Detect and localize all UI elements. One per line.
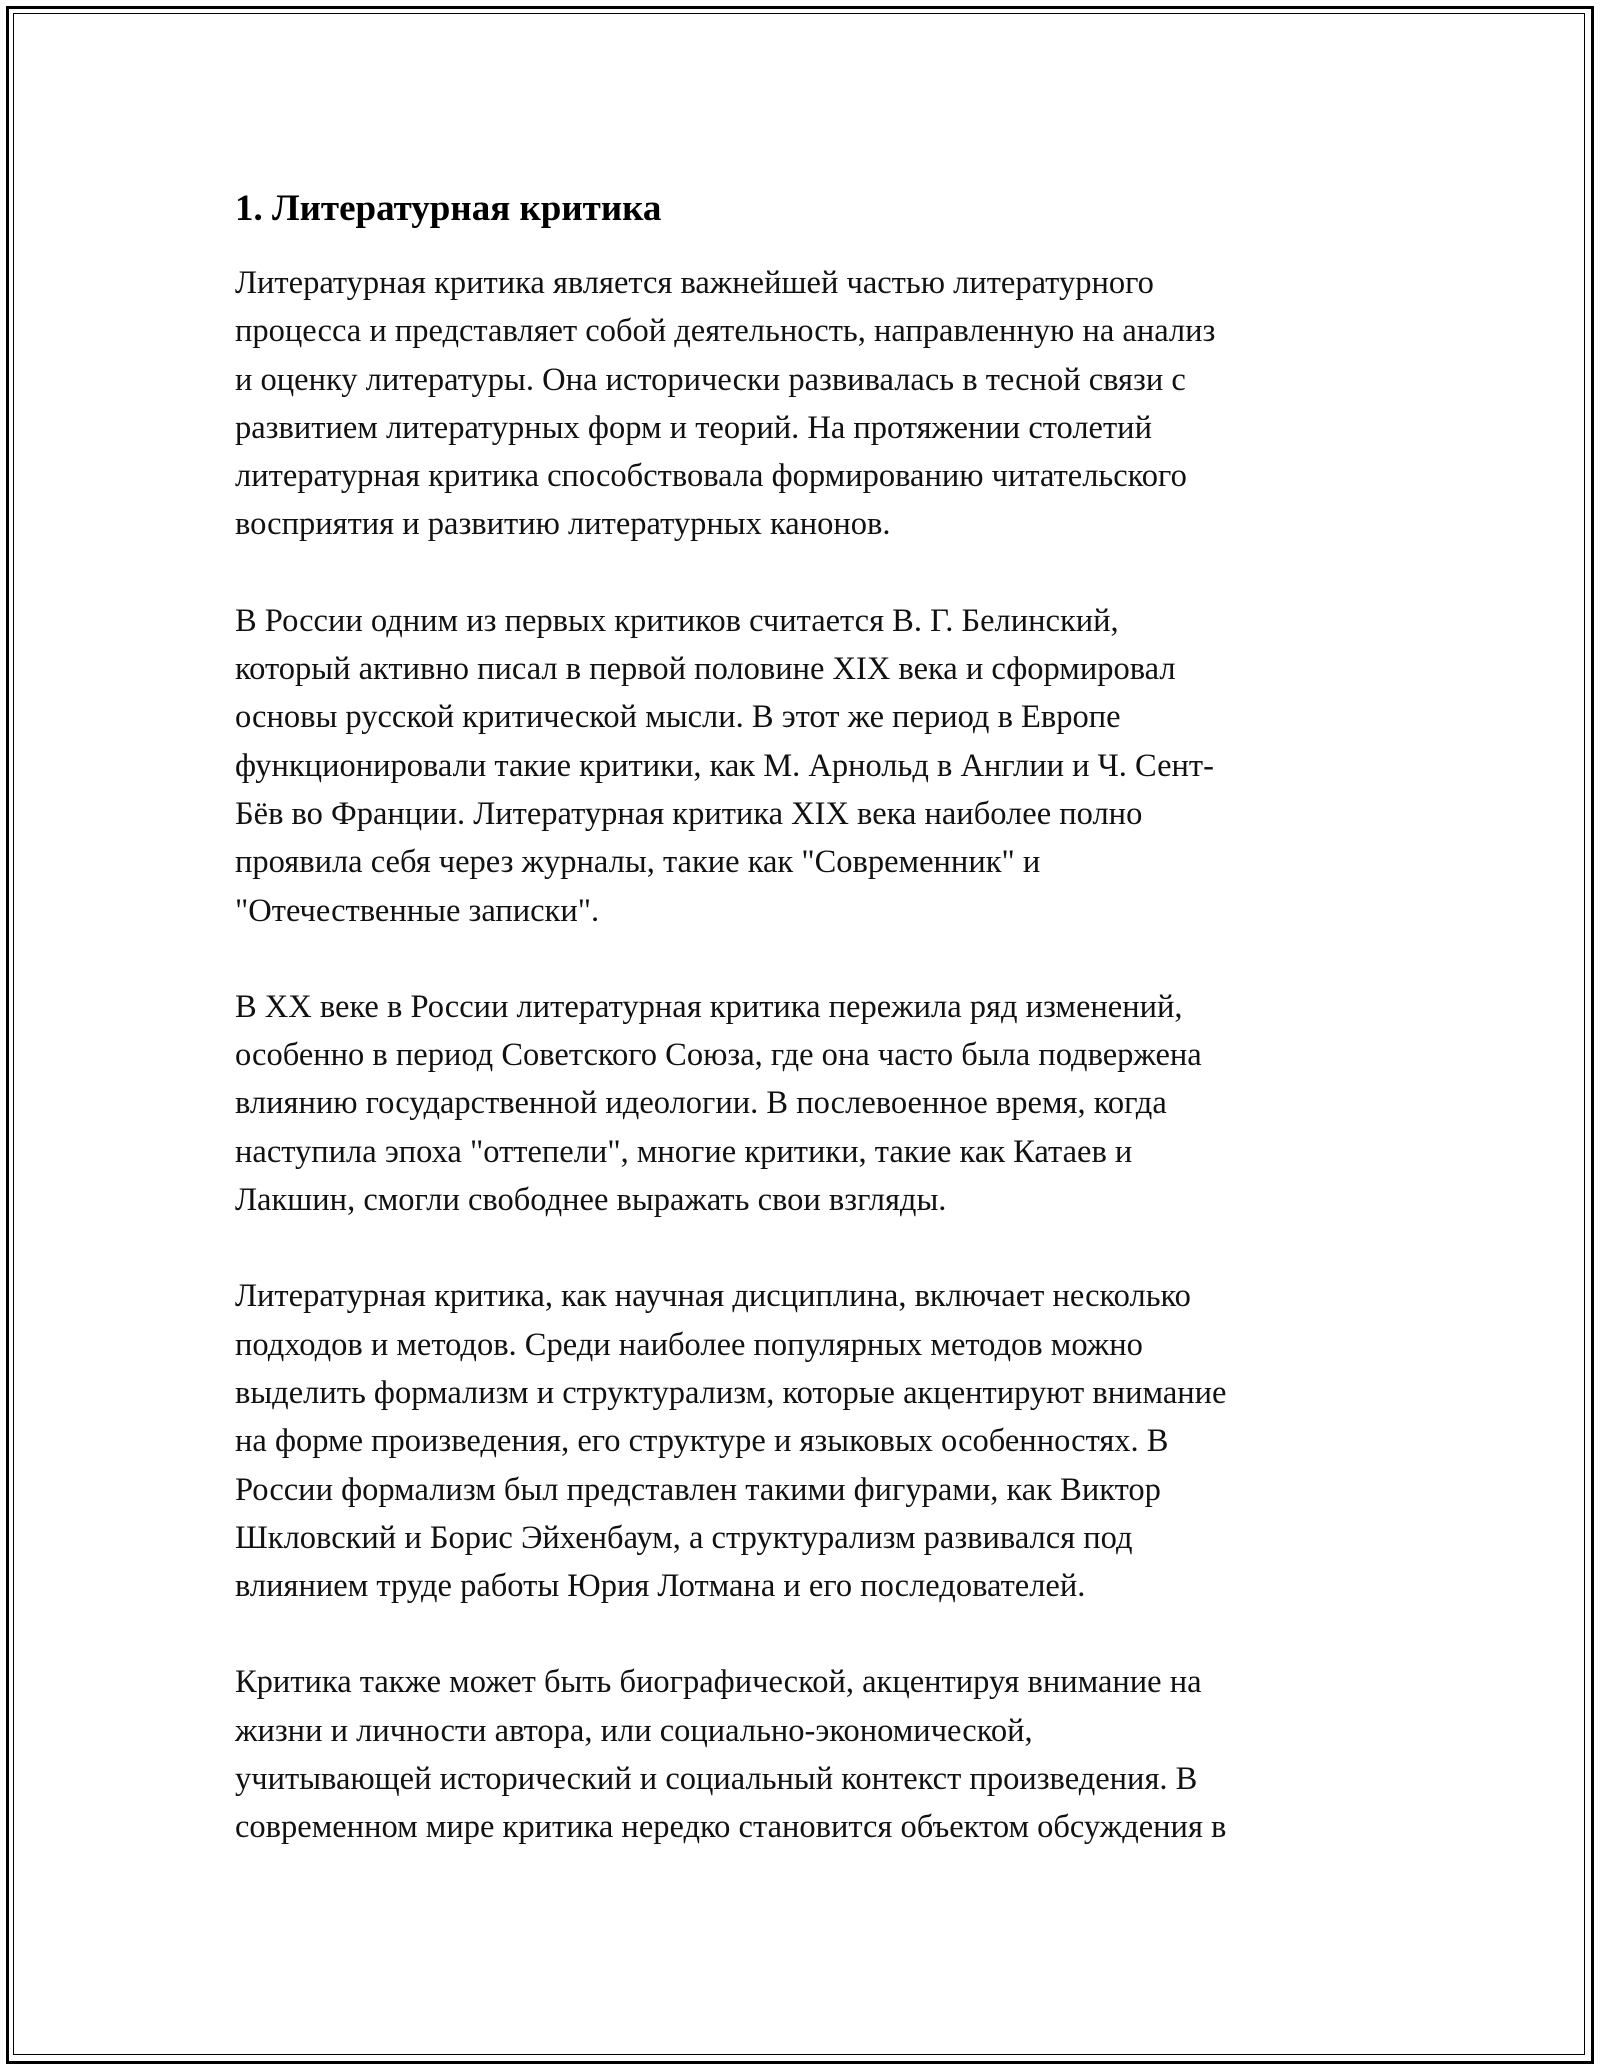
paragraph-1 (235, 259, 1365, 549)
text-line: учитывающей исторический и социальный контекст произведения. В (235, 1761, 1198, 1798)
text-line: на форме произведения, его структуре и языковых особенностях. В (235, 1423, 1169, 1460)
text-line: Литературная критика является важнейшей частью литературного (235, 265, 1154, 301)
text-line: Бёв во Франции. Литературная критика XIX века наиболее полно (235, 795, 1143, 832)
text-line: подходов и методов. Среди наиболее популярных методов можно (235, 1326, 1143, 1363)
text-line: который активно писал в первой половине XIX века и сформировал (235, 651, 1176, 688)
text-line: жизни и личности автора, или социально-экономической, (235, 1712, 1033, 1749)
paragraph-2 (235, 597, 1365, 935)
text-line: выделить формализм и структурализм, которые акцентируют внимание (235, 1374, 1227, 1411)
text-line: функционировали такие критики, как М. Арнольд в Англии и Ч. Сент- (235, 747, 1214, 784)
text-line: Литературная критика, как научная дисциплина, включает несколько (235, 1278, 1191, 1315)
text-line: влиянию государственной идеологии. В послевоенное время, когда (235, 1085, 1167, 1122)
text-line: основы русской критической мысли. В этот же период в Европе (235, 699, 1121, 736)
text-line: Критика также может быть биографической, акцентируя внимание на (235, 1664, 1202, 1701)
text-line: Лакшин, смогли свободнее выражать свои взгляды. (235, 1182, 947, 1219)
text-line: современном мире критика нередко становится объектом обсуждения в (235, 1809, 1227, 1846)
text-line: В XX веке в России литературная критика пережила ряд изменений, (235, 988, 1183, 1025)
text-line: Шкловский и Борис Эйхенбаум, а структурализм развивался под (235, 1519, 1133, 1556)
text-line: "Отечественные записки". (235, 892, 600, 929)
text-line: В России одним из первых критиков считается В. Г. Белинский, (235, 602, 1119, 639)
paragraph-4 (235, 1272, 1365, 1610)
text-line: развитием литературных форм и теорий. На протяжении столетий (235, 409, 1152, 446)
text-line: наступила эпоха "оттепели", многие критики, такие как Катаев и (235, 1133, 1133, 1170)
text-line: проявила себя через журналы, такие как "Современник" и (235, 844, 1041, 881)
text-line: литературная критика способствовала формированию читательского (235, 458, 1187, 495)
text-line: особенно в период Советского Союза, где она часто была подвержена (235, 1037, 1202, 1074)
section-heading: 1. Литературная критика (235, 188, 662, 229)
paragraph-5 (235, 1658, 1365, 1851)
text-line: и оценку литературы. Она исторически развивалась в тесной связи с (235, 361, 1186, 398)
text-line: России формализм был представлен такими фигурами, как Виктор (235, 1471, 1161, 1508)
text-line: влиянием труде работы Юрия Лотмана и его последователей. (235, 1568, 1086, 1605)
text-line: восприятия и развитию литературных канонов. (235, 506, 891, 543)
paragraph-3 (235, 983, 1365, 1224)
text-line: процесса и представляет собой деятельность, направленную на анализ (235, 313, 1216, 350)
document-body (235, 185, 1365, 1852)
